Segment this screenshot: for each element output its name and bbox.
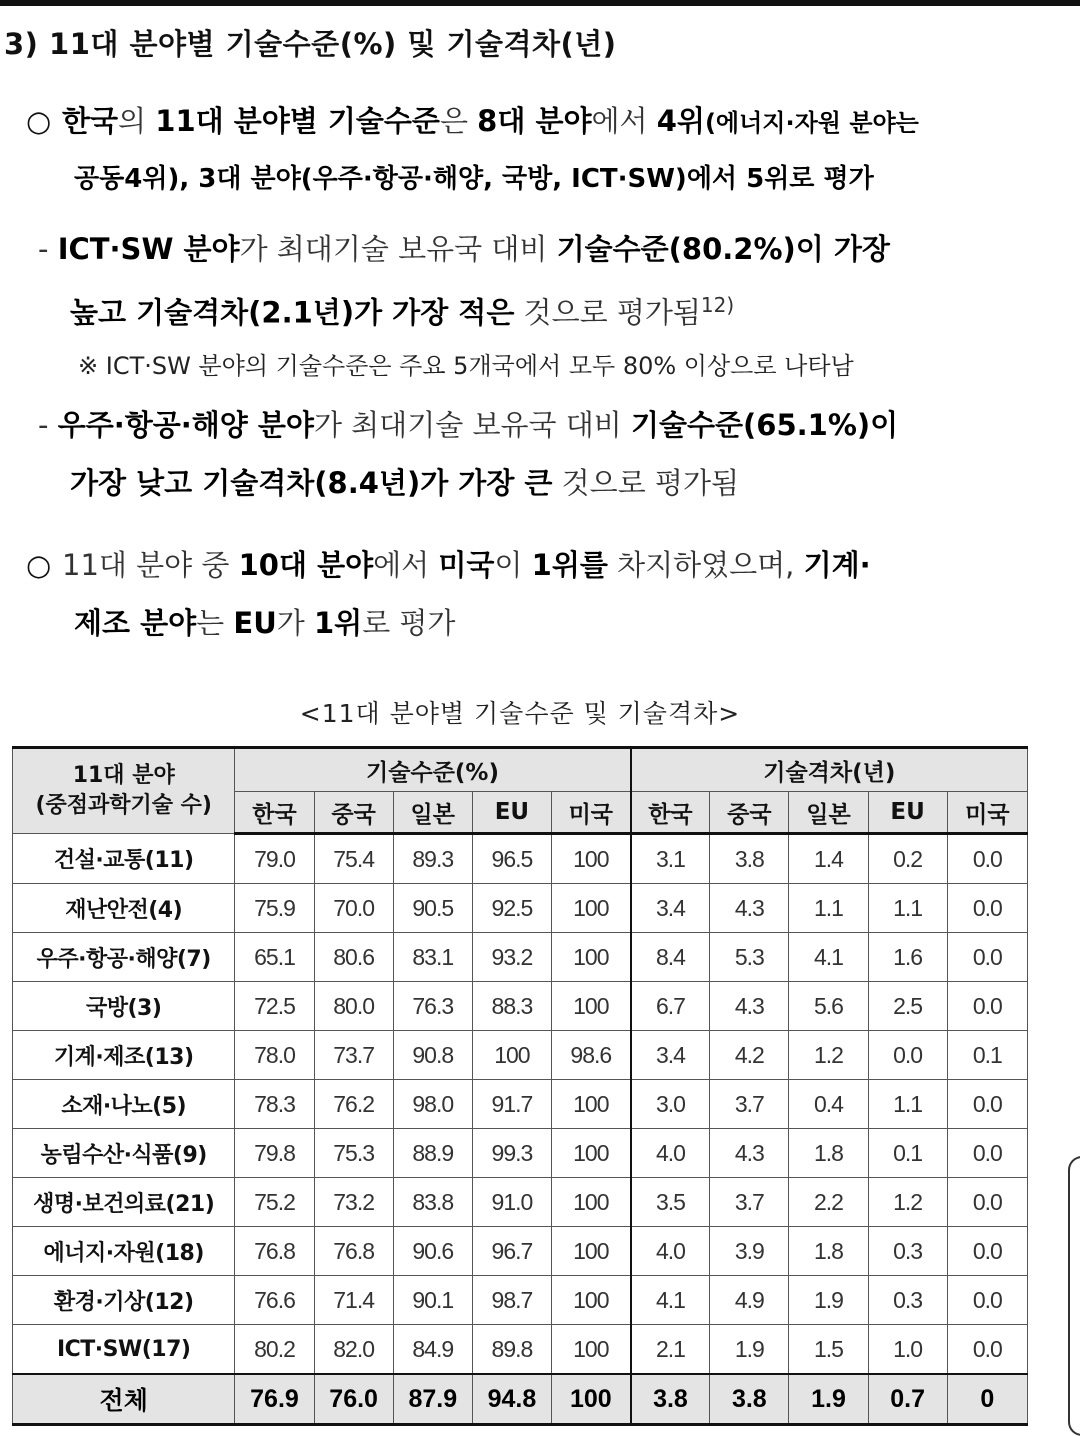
level-value-cell: 100 (551, 982, 630, 1031)
text-bold: 우주·항공·해양 분야 (57, 408, 314, 442)
text-bold: 10대 분야 (238, 548, 374, 582)
level-value-cell: 82.0 (314, 1325, 393, 1375)
gap-value-cell: 0.0 (947, 982, 1027, 1031)
field-name-cell: 전체 (13, 1374, 235, 1425)
level-value-cell: 88.9 (393, 1129, 472, 1178)
level-value-cell: 76.6 (235, 1276, 314, 1325)
gap-value-cell: 4.3 (710, 884, 789, 933)
gap-value-cell: 1.2 (868, 1178, 947, 1227)
gap-value-cell: 4.1 (789, 933, 868, 982)
bullet-circle: ○ (26, 104, 52, 138)
gap-value-cell: 3.1 (631, 834, 710, 884)
level-value-cell: 92.5 (472, 884, 551, 933)
level-value-cell: 76.2 (314, 1080, 393, 1129)
table-caption: <11대 분야별 기술수준 및 기술격차> (299, 699, 741, 728)
gap-value-cell: 3.0 (631, 1080, 710, 1129)
section-title: 3) 11대 분야별 기술수준(%) 및 기술격차(년) (4, 27, 617, 61)
text-bold: 11대 분야별 기술수준 (155, 104, 440, 138)
gap-country-header: 미국 (947, 792, 1027, 834)
gap-country-header: 중국 (710, 792, 789, 834)
gap-country-header: EU (868, 792, 947, 834)
footnote-mark: 12) (700, 293, 735, 317)
level-value-cell: 100 (551, 1227, 630, 1276)
text: 은 (439, 104, 478, 138)
text: 가 (276, 606, 314, 640)
group-header-gap: 기술격차(년) (631, 748, 1028, 792)
level-country-header: 미국 (551, 792, 630, 834)
text-bold: 8대 분야 (477, 104, 592, 138)
gap-value-cell: 1.1 (789, 884, 868, 933)
text: 이 (494, 548, 532, 582)
level-value-cell: 75.4 (314, 834, 393, 884)
gap-value-cell: 2.1 (631, 1325, 710, 1375)
gap-value-cell: 1.8 (789, 1129, 868, 1178)
gap-value-cell: 4.0 (631, 1129, 710, 1178)
text: 로 평가 (362, 606, 456, 640)
level-value-cell: 75.9 (235, 884, 314, 933)
gap-value-cell: 0.0 (947, 1227, 1027, 1276)
level-value-cell: 91.0 (472, 1178, 551, 1227)
level-value-cell: 76.0 (314, 1374, 393, 1425)
text: 에서 (591, 104, 657, 138)
gap-value-cell: 0.0 (947, 1325, 1027, 1375)
level-value-cell: 84.9 (393, 1325, 472, 1375)
field-header-line2: (중점과학기술 수) (35, 793, 212, 818)
gap-value-cell: 1.6 (868, 933, 947, 982)
text: 의 (118, 104, 156, 138)
gap-value-cell: 3.5 (631, 1178, 710, 1227)
gap-value-cell: 4.3 (710, 982, 789, 1031)
level-value-cell: 96.5 (472, 834, 551, 884)
gap-value-cell: 4.2 (710, 1031, 789, 1080)
gap-country-header: 일본 (789, 792, 868, 834)
text: 는 (196, 606, 234, 640)
gap-value-cell: 0.0 (947, 1129, 1027, 1178)
level-value-cell: 76.3 (393, 982, 472, 1031)
level-value-cell: 83.1 (393, 933, 472, 982)
gap-value-cell: 3.8 (710, 1374, 789, 1425)
level-value-cell: 98.0 (393, 1080, 472, 1129)
gap-value-cell: 5.6 (789, 982, 868, 1031)
level-value-cell: 100 (551, 884, 630, 933)
text: 것으로 평가됨 (552, 466, 739, 500)
gap-value-cell: 6.7 (631, 982, 710, 1031)
table-row (13, 1031, 1028, 1080)
level-value-cell: 79.0 (235, 834, 314, 884)
gap-value-cell: 0.0 (947, 1080, 1027, 1129)
paragraph-korea-ranking (26, 92, 919, 152)
text-bold: (에너지·자원 분야는 (704, 109, 919, 137)
field-name-cell: 우주·항공·해양(7) (13, 933, 235, 982)
gap-value-cell: 3.7 (710, 1080, 789, 1129)
gap-value-cell: 0.1 (947, 1031, 1027, 1080)
level-value-cell: 78.0 (235, 1031, 314, 1080)
table-row (13, 1080, 1028, 1129)
table-row (13, 834, 1028, 884)
gap-value-cell: 0.3 (868, 1276, 947, 1325)
text-bold: 한국 (62, 104, 119, 138)
field-name-cell: 국방(3) (13, 982, 235, 1031)
gap-value-cell: 0.1 (868, 1129, 947, 1178)
gap-country-header: 한국 (631, 792, 710, 834)
gap-value-cell: 0 (947, 1374, 1027, 1425)
total-row (13, 1374, 1028, 1425)
level-value-cell: 100 (551, 1276, 630, 1325)
level-value-cell: 78.3 (235, 1080, 314, 1129)
scroll-handle[interactable] (1068, 1156, 1080, 1436)
gap-value-cell: 8.4 (631, 933, 710, 982)
text-bold: 4위 (656, 104, 705, 138)
gap-value-cell: 0.0 (947, 834, 1027, 884)
table-row (13, 1227, 1028, 1276)
text-bold: 높고 기술격차(2.1년)가 가장 적은 (70, 295, 515, 330)
table-row (13, 1325, 1028, 1375)
text-bold: 기술수준(65.1%)이 (630, 408, 899, 442)
gap-value-cell: 0.0 (947, 933, 1027, 982)
field-name-cell: ICT·SW(17) (13, 1325, 235, 1375)
table-row (13, 933, 1028, 982)
level-value-cell: 100 (551, 1374, 630, 1425)
text-bold: 기술수준(80.2%)이 가장 (556, 232, 890, 266)
gap-value-cell: 1.0 (868, 1325, 947, 1375)
paragraph-usa-ranking-line2 (74, 594, 455, 652)
level-value-cell: 71.4 (314, 1276, 393, 1325)
paragraph-ict-sw (38, 220, 890, 278)
level-value-cell: 76.8 (235, 1227, 314, 1276)
field-header-line1: 11대 분야 (72, 763, 175, 788)
paragraph-ict-sw-line2 (70, 276, 734, 342)
paragraph-korea-ranking-line2: 공동4위), 3대 분야(우주·항공·해양, 국방, ICT·SW)에서 5위로 평가 (74, 164, 874, 194)
field-name-cell: 환경·기상(12) (13, 1276, 235, 1325)
top-border (0, 0, 1080, 6)
field-name-cell: 건설·교통(11) (13, 834, 235, 884)
text-bold: EU (233, 606, 277, 640)
level-value-cell: 80.2 (235, 1325, 314, 1375)
field-name-cell: 소재·나노(5) (13, 1080, 235, 1129)
text: 에서 (373, 548, 439, 582)
level-value-cell: 80.6 (314, 933, 393, 982)
level-value-cell: 79.8 (235, 1129, 314, 1178)
gap-value-cell: 4.9 (710, 1276, 789, 1325)
paragraph-space (38, 396, 898, 454)
gap-value-cell: 4.3 (710, 1129, 789, 1178)
gap-value-cell: 1.9 (789, 1276, 868, 1325)
gap-value-cell: 1.4 (789, 834, 868, 884)
level-value-cell: 94.8 (472, 1374, 551, 1425)
level-value-cell: 93.2 (472, 933, 551, 982)
level-value-cell: 96.7 (472, 1227, 551, 1276)
gap-value-cell: 1.5 (789, 1325, 868, 1375)
gap-value-cell: 4.0 (631, 1227, 710, 1276)
text-bold: 제조 분야 (74, 606, 197, 640)
level-country-header: EU (472, 792, 551, 834)
field-column-header (13, 748, 235, 834)
gap-value-cell: 0.3 (868, 1227, 947, 1276)
level-value-cell: 89.3 (393, 834, 472, 884)
tech-level-table (12, 746, 1028, 1426)
gap-value-cell: 3.7 (710, 1178, 789, 1227)
level-country-header: 중국 (314, 792, 393, 834)
gap-value-cell: 0.2 (868, 834, 947, 884)
level-value-cell: 98.7 (472, 1276, 551, 1325)
level-value-cell: 88.3 (472, 982, 551, 1031)
level-value-cell: 73.2 (314, 1178, 393, 1227)
text: 11대 분야 중 (62, 548, 239, 582)
table-row (13, 1129, 1028, 1178)
gap-value-cell: 0.4 (789, 1080, 868, 1129)
table-row (13, 982, 1028, 1031)
level-value-cell: 75.2 (235, 1178, 314, 1227)
gap-value-cell: 1.1 (868, 1080, 947, 1129)
table-row (13, 1178, 1028, 1227)
level-value-cell: 76.8 (314, 1227, 393, 1276)
gap-value-cell: 3.9 (710, 1227, 789, 1276)
level-country-header: 일본 (393, 792, 472, 834)
level-value-cell: 100 (551, 1325, 630, 1375)
level-value-cell: 98.6 (551, 1031, 630, 1080)
text: 것으로 평가됨 (514, 295, 701, 330)
dash-mark: - (38, 232, 49, 266)
level-value-cell: 80.0 (314, 982, 393, 1031)
text-bold: ICT·SW 분야 (57, 232, 240, 266)
dash-mark: - (38, 408, 49, 442)
gap-value-cell: 2.2 (789, 1178, 868, 1227)
text-bold: 미국 (438, 548, 495, 582)
gap-value-cell: 3.8 (710, 834, 789, 884)
level-value-cell: 91.7 (472, 1080, 551, 1129)
level-value-cell: 100 (551, 1178, 630, 1227)
level-value-cell: 73.7 (314, 1031, 393, 1080)
gap-value-cell: 1.9 (789, 1374, 868, 1425)
level-value-cell: 99.3 (472, 1129, 551, 1178)
level-value-cell: 70.0 (314, 884, 393, 933)
field-name-cell: 재난안전(4) (13, 884, 235, 933)
text-bold: 가장 낮고 기술격차(8.4년)가 가장 큰 (70, 466, 553, 500)
gap-value-cell: 0.0 (947, 884, 1027, 933)
field-name-cell: 기계·제조(13) (13, 1031, 235, 1080)
gap-value-cell: 5.3 (710, 933, 789, 982)
level-value-cell: 76.9 (235, 1374, 314, 1425)
level-value-cell: 75.3 (314, 1129, 393, 1178)
bullet-circle: ○ (26, 548, 52, 582)
gap-value-cell: 1.2 (789, 1031, 868, 1080)
gap-value-cell: 0.7 (868, 1374, 947, 1425)
gap-value-cell: 3.4 (631, 1031, 710, 1080)
gap-value-cell: 3.4 (631, 884, 710, 933)
field-name-cell: 생명·보건의료(21) (13, 1178, 235, 1227)
text-bold: 기계· (803, 548, 871, 582)
gap-value-cell: 4.1 (631, 1276, 710, 1325)
level-value-cell: 100 (551, 1080, 630, 1129)
level-value-cell: 65.1 (235, 933, 314, 982)
gap-value-cell: 0.0 (868, 1031, 947, 1080)
note-text: ※ ICT·SW 분야의 기술수준은 주요 5개국에서 모두 80% 이상으로 나타남 (78, 352, 854, 380)
field-name-cell: 에너지·자원(18) (13, 1227, 235, 1276)
text-bold: 1위를 (531, 548, 608, 582)
text: 가 최대기술 보유국 대비 (239, 232, 557, 266)
level-value-cell: 89.8 (472, 1325, 551, 1375)
level-value-cell: 87.9 (393, 1374, 472, 1425)
field-name-cell: 농림수산·식품(9) (13, 1129, 235, 1178)
gap-value-cell: 1.1 (868, 884, 947, 933)
level-value-cell: 100 (551, 834, 630, 884)
gap-value-cell: 0.0 (947, 1276, 1027, 1325)
level-value-cell: 90.5 (393, 884, 472, 933)
table-row (13, 884, 1028, 933)
level-value-cell: 83.8 (393, 1178, 472, 1227)
gap-value-cell: 0.0 (947, 1178, 1027, 1227)
level-value-cell: 100 (472, 1031, 551, 1080)
gap-value-cell: 2.5 (868, 982, 947, 1031)
text: 가 최대기술 보유국 대비 (313, 408, 631, 442)
paragraph-space-line2 (70, 454, 739, 512)
level-value-cell: 90.6 (393, 1227, 472, 1276)
level-value-cell: 90.1 (393, 1276, 472, 1325)
level-value-cell: 90.8 (393, 1031, 472, 1080)
gap-value-cell: 1.8 (789, 1227, 868, 1276)
gap-value-cell: 3.8 (631, 1374, 710, 1425)
group-header-level: 기술수준(%) (235, 748, 631, 792)
table-row (13, 1276, 1028, 1325)
text: 차지하였으며, (607, 548, 804, 582)
level-value-cell: 100 (551, 1129, 630, 1178)
paragraph-usa-ranking (26, 536, 871, 594)
level-country-header: 한국 (235, 792, 314, 834)
level-value-cell: 72.5 (235, 982, 314, 1031)
text-bold: 1위 (313, 606, 363, 640)
gap-value-cell: 1.9 (710, 1325, 789, 1375)
level-value-cell: 100 (551, 933, 630, 982)
